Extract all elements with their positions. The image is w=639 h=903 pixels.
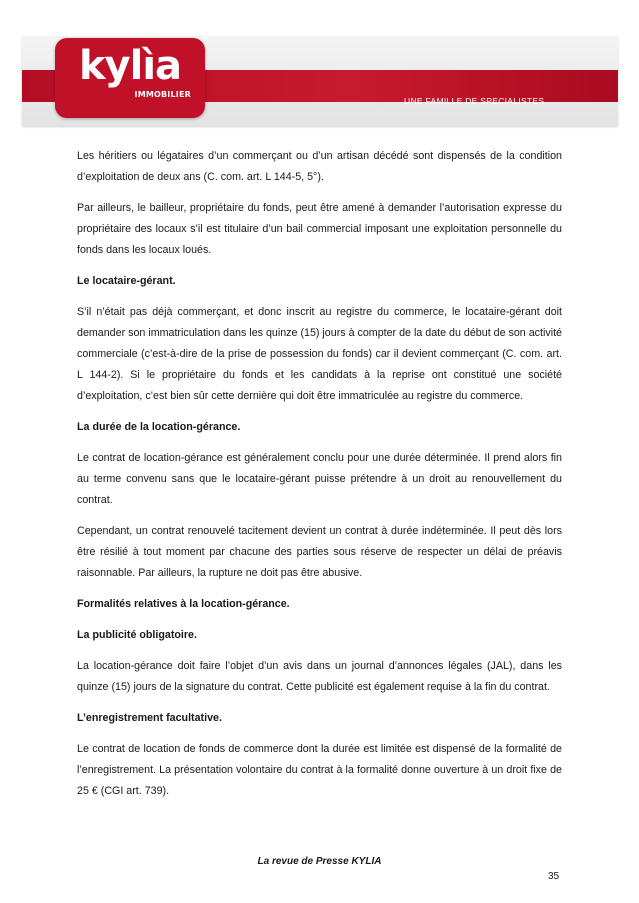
section-heading: Le locataire-gérant. — [77, 275, 176, 287]
logo-wordmark: kylìa — [78, 43, 182, 89]
document-body — [77, 146, 562, 812]
section-heading: La publicité obligatoire. — [77, 629, 197, 641]
kylia-logo — [55, 38, 205, 118]
section-heading: Formalités relatives à la location-gérance. — [77, 598, 290, 610]
footer-title: La revue de Presse KYLIA — [257, 856, 382, 867]
paragraph: Le contrat de location-gérance est généralement conclu pour une durée déterminée. Il prend alors fin au terme convenu sans que le locataire-gérant puisse prétendre à un droit au renouvellement du contrat. — [77, 452, 562, 506]
logo-subtitle: IMMOBILIER — [134, 90, 191, 99]
banner-tagline: UNE FAMILLE DE SPECIALISTES — [404, 96, 545, 106]
paragraph: Cependant, un contrat renouvelé tacitement devient un contrat à durée indéterminée. Il peut dès lors être résilié à tout moment par chacune des parties sous réserve de respecter un délai de préavis raisonnable. Par ailleurs, la rupture ne doit pas être abusive. — [77, 525, 562, 579]
paragraph: Les héritiers ou légataires d’un commerçant ou d’un artisan décédé sont dispensés de la condition d’exploitation de deux ans (C. com. art. L 144-5, 5°). — [77, 150, 562, 183]
page-number: 35 — [548, 871, 560, 882]
section-heading: La durée de la location-gérance. — [77, 421, 241, 433]
paragraph: Par ailleurs, le bailleur, propriétaire du fonds, peut être amené à demander l’autorisation expresse du propriétaire des locaux s’il est titulaire d’un bail commercial imposant une exploitation personnelle du fonds dans les locaux loués. — [77, 202, 562, 256]
paragraph: Le contrat de location de fonds de commerce dont la durée est limitée est dispensé de la formalité de l’enregistrement. La présentation volontaire du contrat à la formalité donne ouverture à un droit fixe de 25 € (CGI art. 739). — [77, 743, 562, 797]
header-banner — [22, 36, 618, 126]
paragraph: S’il n’était pas déjà commerçant, et donc inscrit au registre du commerce, le locataire-gérant doit demander son immatriculation dans les quinze (15) jours à compter de la date du début de son activité commerciale (c’est-à-dire de la prise de possession du fonds) car il devient commerçant (C. com. art. L 144-2). Si le propriétaire du fonds et les candidats à la reprise ont constitué une société d’exploitation, c’est bien sûr cette dernière qui doit être immatriculée au registre du commerce. — [77, 306, 562, 402]
paragraph: La location-gérance doit faire l’objet d’un avis dans un journal d’annonces légales (JAL), dans les quinze (15) jours de la signature du contrat. Cette publicité est également requise à la fin du contrat. — [77, 660, 562, 693]
section-heading: L’enregistrement facultative. — [77, 712, 222, 724]
